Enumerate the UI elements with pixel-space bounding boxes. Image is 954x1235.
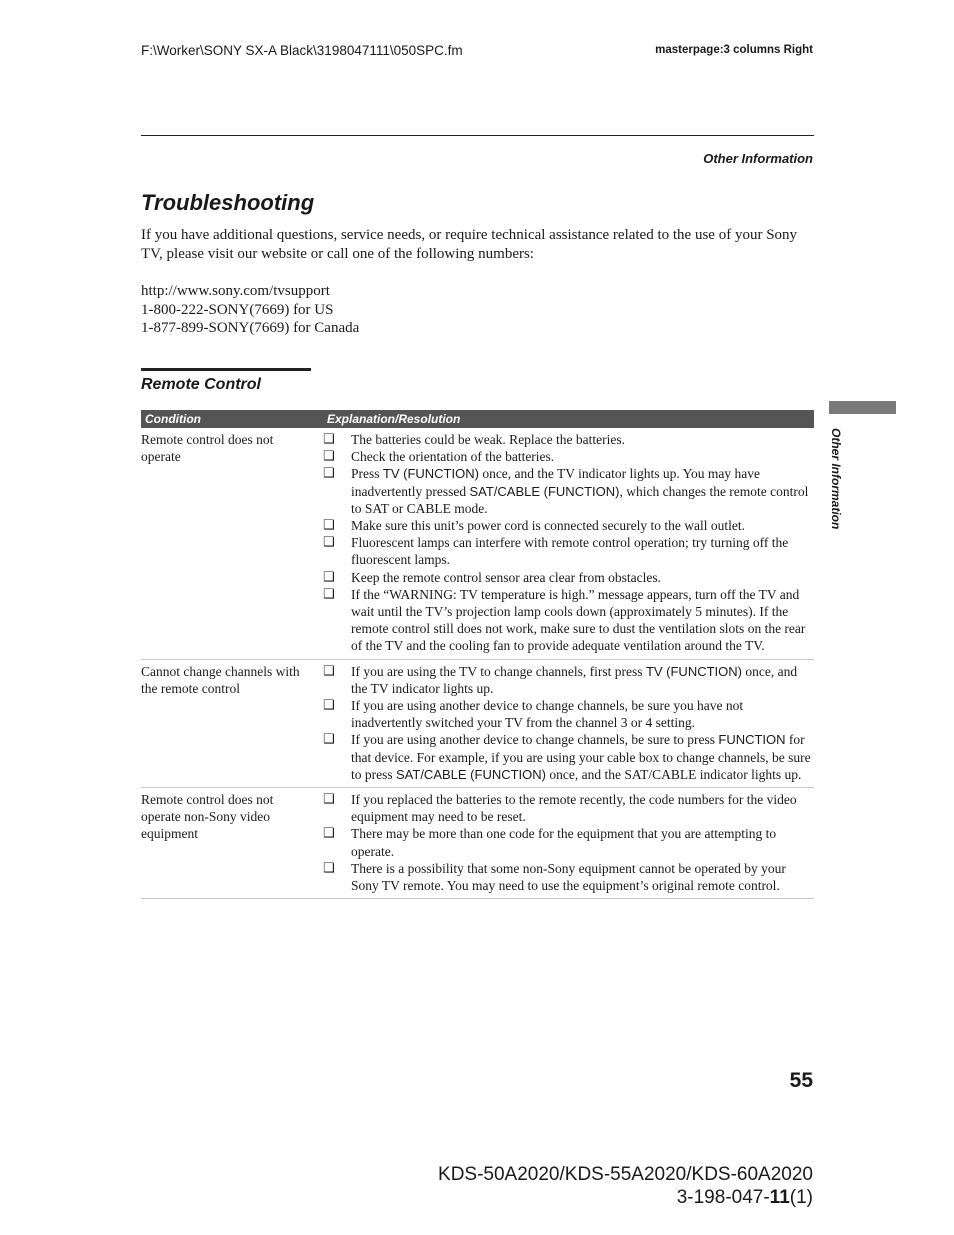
text-run: If you are using another device to change channels, be sure to press xyxy=(351,732,719,748)
button-name: SAT/CABLE (FUNCTION) xyxy=(469,483,620,499)
file-path-header: F:\Worker\SONY SX-A Black\3198047111\050SPC.fm xyxy=(141,43,463,58)
button-name: TV (FUNCTION) xyxy=(645,663,742,679)
subsection-rule xyxy=(141,368,311,371)
text-run: once, and the TV indicator lights up. You may have inadvertently pressed xyxy=(351,466,761,499)
resolution-cell xyxy=(323,663,814,783)
header-rule xyxy=(141,135,814,136)
condition-cell: Remote control does not operate xyxy=(141,432,274,465)
list-item xyxy=(323,517,814,534)
checkbox-bullet-icon: ❑ xyxy=(323,860,335,876)
text-run: The batteries could be weak. Replace the batteries. xyxy=(351,432,626,447)
checkbox-bullet-icon: ❑ xyxy=(323,432,335,447)
resolution-cell xyxy=(323,431,814,655)
page-number: 55 xyxy=(789,1069,813,1092)
list-item xyxy=(323,860,814,894)
masterpage-label: masterpage:3 columns Right xyxy=(655,44,813,56)
item-text xyxy=(351,448,814,465)
button-name: TV (FUNCTION) xyxy=(382,466,479,482)
header-condition: Condition xyxy=(145,412,201,426)
item-text xyxy=(351,697,814,731)
page-title: Troubleshooting xyxy=(141,190,315,215)
text-run: Check the orientation of the batteries. xyxy=(351,449,555,465)
side-section-label xyxy=(825,428,845,553)
text-run: If you replaced the batteries to the remote recently, the code numbers for the video equipment may need to be reset. xyxy=(351,792,797,825)
item-text xyxy=(351,586,814,655)
condition-cell: Cannot change channels with the remote control xyxy=(141,663,300,696)
contact-list xyxy=(141,282,359,338)
phone-us: 1-800-222-SONY(7669) for US xyxy=(141,301,334,318)
item-text xyxy=(351,431,814,448)
list-item xyxy=(323,663,814,697)
text-run: Make sure this unit’s power cord is connected securely to the wall outlet. xyxy=(351,518,746,534)
table-row xyxy=(141,660,814,788)
side-section-label-text: Other Information xyxy=(829,428,843,530)
item-text xyxy=(351,825,814,859)
button-name: SAT/CABLE (FUNCTION) xyxy=(396,766,546,782)
list-item xyxy=(323,825,814,859)
resolution-cell xyxy=(323,791,814,894)
list-item xyxy=(323,534,814,568)
checkbox-bullet-icon: ❑ xyxy=(323,569,335,585)
text-run: Fluorescent lamps can interfere with remote control operation; try turning off the fluorescent lamps. xyxy=(351,535,789,568)
item-text xyxy=(351,791,814,825)
item-text xyxy=(351,663,814,697)
part-number: 3-198-047-11(1) xyxy=(676,1187,813,1208)
text-run: There may be more than one code for the equipment that you are attempting to operate. xyxy=(351,826,777,859)
checkbox-bullet-icon: ❑ xyxy=(323,663,335,679)
subsection-title: Remote Control xyxy=(141,376,261,393)
text-run: once, and the TV indicator lights up. xyxy=(351,663,798,696)
table-body xyxy=(141,428,814,899)
text-run: There is a possibility that some non-Sony equipment cannot be operated by your Sony TV remote. You may need to use the equipment’s original remote control. xyxy=(351,860,786,894)
checkbox-bullet-icon: ❑ xyxy=(323,586,335,602)
list-item xyxy=(323,791,814,825)
condition-cell: Remote control does not operate non-Sony video equipment xyxy=(141,792,274,842)
checkbox-bullet-icon: ❑ xyxy=(323,535,335,551)
table-row xyxy=(141,428,814,660)
list-item xyxy=(323,731,814,783)
intro-paragraph: If you have additional questions, service needs, or require technical assistance related to the use of your Sony TV, please visit our website or call one of the following numbers: xyxy=(141,227,798,262)
model-numbers: KDS-50A2020/KDS-55A2020/KDS-60A2020 xyxy=(438,1164,813,1185)
text-run: , which changes the remote control to SAT or CABLE mode. xyxy=(351,483,809,516)
item-text xyxy=(351,517,814,534)
table-header xyxy=(141,410,814,428)
text-run: Press xyxy=(351,466,383,482)
text-run: If you are using the TV to change channels, first press xyxy=(351,663,646,679)
side-thumb-tab xyxy=(829,401,896,414)
item-text xyxy=(351,569,814,586)
list-item xyxy=(323,448,814,465)
list-item xyxy=(323,586,814,655)
text-run: once, and the SAT/CABLE indicator lights up. xyxy=(546,766,802,782)
table-row xyxy=(141,788,814,899)
text-run: Keep the remote control sensor area clear from obstacles. xyxy=(351,569,661,585)
phone-canada: 1-877-899-SONY(7669) for Canada xyxy=(141,320,360,336)
button-name: FUNCTION xyxy=(718,732,786,748)
item-text xyxy=(351,860,814,894)
support-url: http://www.sony.com/tvsupport xyxy=(141,283,330,299)
checkbox-bullet-icon: ❑ xyxy=(323,792,335,808)
text-run: for that device. For example, if you are using your cable box to change channels, be sure to press xyxy=(351,732,811,782)
item-text xyxy=(351,731,814,783)
header-explanation: Explanation/Resolution xyxy=(327,412,461,426)
text-run: If you are using another device to change channels, be sure you have not inadvertently switched your TV from the channel 3 or 4 setting. xyxy=(351,698,744,731)
checkbox-bullet-icon: ❑ xyxy=(323,518,335,534)
checkbox-bullet-icon: ❑ xyxy=(323,826,335,842)
troubleshooting-table xyxy=(141,410,814,899)
item-text xyxy=(351,534,814,568)
list-item xyxy=(323,465,814,517)
checkbox-bullet-icon: ❑ xyxy=(323,732,335,748)
model-footer xyxy=(438,1163,813,1209)
section-label: Other Information xyxy=(703,151,813,166)
list-item xyxy=(323,431,814,448)
checkbox-bullet-icon: ❑ xyxy=(323,449,335,465)
list-item xyxy=(323,697,814,731)
item-text xyxy=(351,465,814,517)
checkbox-bullet-icon: ❑ xyxy=(323,698,335,714)
list-item xyxy=(323,569,814,586)
checkbox-bullet-icon: ❑ xyxy=(323,466,335,482)
text-run: If the “WARNING: TV temperature is high.” message appears, turn off the TV and wait until the TV’s projection lamp cools down (approximately 5 minutes). If the remote control still does not work, make sure to dust the ventilation slots on the rear of the TV and the cooling fan to provide adequate ventilation around the TV. xyxy=(351,586,806,654)
